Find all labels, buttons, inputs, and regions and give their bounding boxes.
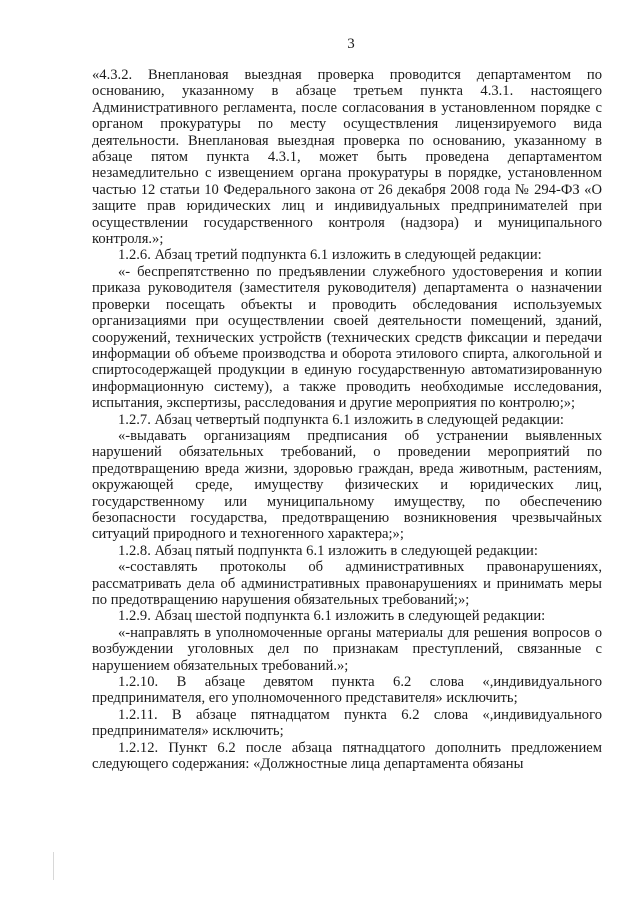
quote-1-2-9: «-направлять в уполномоченные органы материалы для решения вопросов о возбуждении уголовных дел по признакам преступлений, связанные с нарушением обязательных требований.»;	[92, 624, 602, 674]
quote-1-2-7: «-выдавать организациям предписания об устранении выявленных нарушений обязательных требований, о проведении мероприятий по предотвращению вреда жизни, здоровью граждан, вреда животным, растениям, окружающей среде, имуществу физических и юридических лиц, государственному или муниципальному имуществу, по обеспечению безопасности государства, предотвращению возникновения чрезвычайных ситуаций природного и техногенного характера;»;	[92, 427, 602, 543]
scan-artifact-line	[53, 852, 54, 880]
paragraph-1-2-11: 1.2.11. В абзаце пятнадцатом пункта 6.2 слова «,индивидуального предпринимателя» исключить;	[92, 706, 602, 740]
paragraph-1-2-12: 1.2.12. Пункт 6.2 после абзаца пятнадцатого дополнить предложением следующего содержания: «Должностные лица департамента обязаны	[92, 739, 602, 773]
paragraph-4-3-2: «4.3.2. Внеплановая выездная проверка проводится департаментом по основанию, указанному в абзаце третьем пункта 4.3.1. настоящего Административного регламента, после согласования в установленном порядке с органом прокуратуры по месту осуществления лицензируемого вида деятельности. Внеплановая выездная проверка по основанию, указанному в абзаце пятом пункта 4.3.1, может быть проведена департаментом незамедлительно с извещением органа прокуратуры в порядке, установленном частью 12 статьи 10 Федерального закона от 26 декабря 2008 года № 294-ФЗ «О защите прав юридических лиц и индивидуальных предпринимателей при осуществлении государственного контроля (надзора) и муниципального контроля.»;	[92, 67, 602, 248]
paragraph-1-2-7: 1.2.7. Абзац четвертый подпункта 6.1 изложить в следующей редакции:	[118, 411, 564, 428]
paragraph-1-2-6: 1.2.6. Абзац третий подпункта 6.1 изложить в следующей редакции:	[118, 247, 542, 264]
quote-1-2-8: «-составлять протоколы об административных правонарушениях, рассматривать дела об административных правонарушениях и принимать меры по предотвращению нарушения обязательных требований;»;	[92, 559, 602, 608]
paragraph-1-2-9: 1.2.9. Абзац шестой подпункта 6.1 изложить в следующей редакции:	[118, 608, 546, 625]
paragraph-1-2-10: 1.2.10. В абзаце девятом пункта 6.2 слова «,индивидуального предпринимателя, его уполномоченного представителя» исключить;	[92, 674, 602, 707]
page-number: 3	[347, 36, 355, 52]
paragraph-1-2-8: 1.2.8. Абзац пятый подпункта 6.1 изложить в следующей редакции:	[118, 542, 538, 559]
quote-1-2-6: «- беспрепятственно по предъявлении служебного удостоверения и копии приказа руководителя (заместителя руководителя) департамента о назначении проверки посещать объекты и проводить обследования используемых организациями при осуществлении своей деятельности помещений, зданий, сооружений, технических устройств (технических средств фиксации и передачи информации об объеме производства и оборота этилового спирта, алкогольной и спиртосодержащей продукции в единую государственную автоматизированную информационную систему), а также проводить необходимые исследования, испытания, экспертизы, расследования и другие мероприятия по контролю;»;	[92, 263, 602, 412]
